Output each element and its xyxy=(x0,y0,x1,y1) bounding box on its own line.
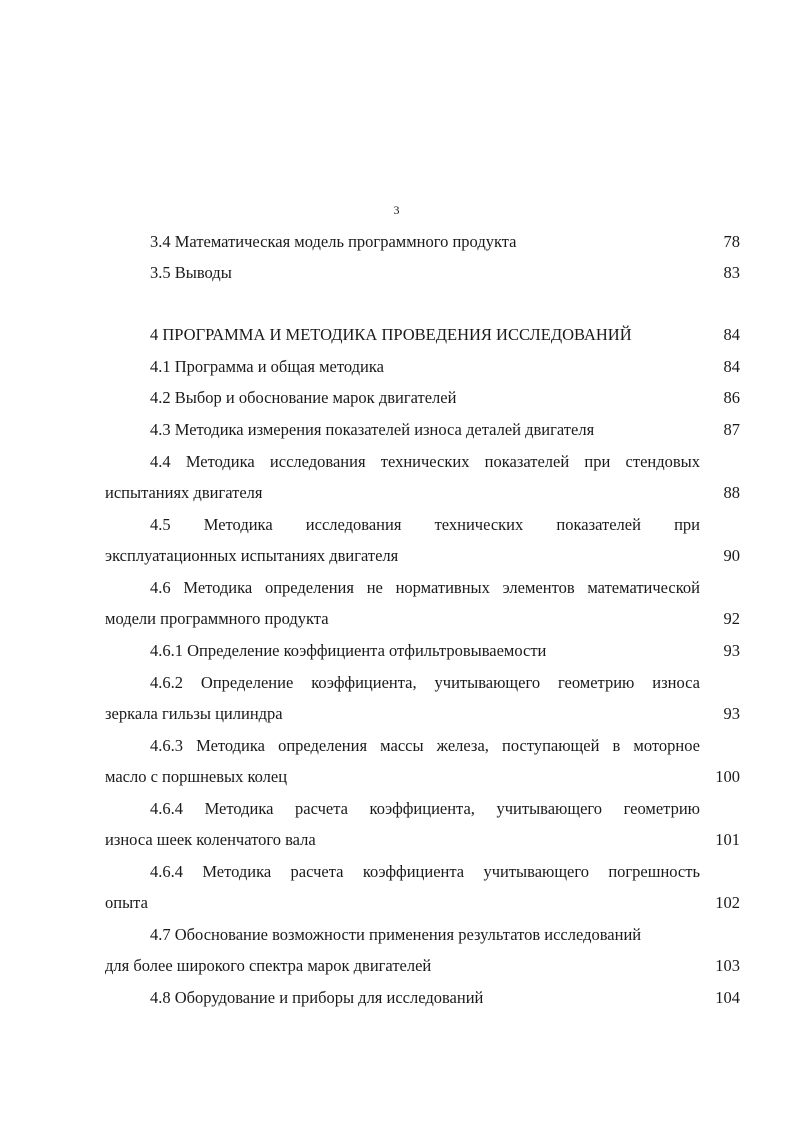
toc-title: 3.4 Математическая модель программного продукта xyxy=(150,232,517,251)
toc-title: 4.8 Оборудование и приборы для исследований xyxy=(150,988,484,1007)
toc-entry-4-6-2 xyxy=(105,667,740,729)
toc-page: 87 xyxy=(723,420,740,439)
toc-title-line2: зеркала гильзы цилиндра xyxy=(105,704,283,723)
toc-title-line1: 4.6.2 Определение коэффициента, учитывающего геометрию износа xyxy=(150,673,700,692)
toc-title: 4.6.1 Определение коэффициента отфильтровываемости xyxy=(150,641,547,660)
toc-entry-4-6-4b xyxy=(105,856,740,918)
toc-entry-4-7 xyxy=(105,919,740,981)
toc-title-line1: 4.6.3 Методика определения массы железа, поступающей в моторное xyxy=(150,736,700,755)
toc-page: 90 xyxy=(723,546,740,565)
toc-entry-4-2 xyxy=(105,382,740,413)
toc-title-line2: опыта xyxy=(105,893,148,912)
toc-title-line1: 4.6 Методика определения не нормативных элементов математической xyxy=(150,578,700,597)
toc-title-line1: 4.7 Обоснование возможности применения результатов исследований xyxy=(150,925,642,944)
toc-entry-4-1 xyxy=(105,351,740,382)
toc-title-line1: 4.6.4 Методика расчета коэффициента учитывающего погрешность xyxy=(150,862,700,881)
toc-page: 102 xyxy=(715,893,740,912)
toc-entry-4-6 xyxy=(105,572,740,634)
toc-page: 100 xyxy=(715,767,740,786)
toc-entry-4-6-4a xyxy=(105,793,740,855)
toc-title-line1: 4.5 Методика исследования технических показателей при xyxy=(150,515,700,534)
toc-page: 88 xyxy=(723,483,740,502)
toc-page: 78 xyxy=(723,232,740,251)
toc-page: 103 xyxy=(715,956,740,975)
toc-page: 92 xyxy=(723,609,740,628)
toc-entry-4-4 xyxy=(105,446,740,508)
toc-page: 84 xyxy=(723,325,740,344)
toc-title: 4.3 Методика измерения показателей износа деталей двигателя xyxy=(150,420,595,439)
toc-entry-4-6-1 xyxy=(105,635,740,666)
toc-title-line1: 4.6.4 Методика расчета коэффициента, учитывающего геометрию xyxy=(150,799,700,818)
toc-page: 83 xyxy=(723,263,740,282)
toc-page: 101 xyxy=(715,830,740,849)
toc-entry-3-5 xyxy=(105,257,740,288)
toc-title: 3.5 Выводы xyxy=(150,263,232,282)
toc-title: 4.2 Выбор и обоснование марок двигателей xyxy=(150,388,457,407)
toc-entry-4-5 xyxy=(105,509,740,571)
page-number: 3 xyxy=(393,203,400,217)
toc-chapter-title: 4 ПРОГРАММА И МЕТОДИКА ПРОВЕДЕНИЯ ИССЛЕДОВАНИЙ xyxy=(150,325,632,344)
toc-page: 84 xyxy=(723,357,740,376)
toc-entry-4-3 xyxy=(105,414,740,445)
toc-page: 104 xyxy=(715,988,740,1007)
toc-title-line2: эксплуатационных испытаниях двигателя xyxy=(105,546,399,565)
toc-title-line1: 4.4 Методика исследования технических показателей при стендовых xyxy=(150,452,700,471)
toc-entry-4-8 xyxy=(105,982,740,1013)
toc-title-line2: испытаниях двигателя xyxy=(105,483,263,502)
toc-title-line2: износа шеек коленчатого вала xyxy=(105,830,316,849)
toc-title-line2: модели программного продукта xyxy=(105,609,329,628)
toc-entry-3-4 xyxy=(105,226,740,257)
toc-page: 93 xyxy=(723,704,740,723)
toc-page: 86 xyxy=(723,388,740,407)
toc-title: 4.1 Программа и общая методика xyxy=(150,357,384,376)
toc-title-line2: для более широкого спектра марок двигателей xyxy=(105,956,432,975)
toc-entry-4-6-3 xyxy=(105,730,740,792)
toc-page: 93 xyxy=(723,641,740,660)
toc-title-line2: масло с поршневых колец xyxy=(105,767,288,786)
toc-entry-4 xyxy=(105,319,740,350)
